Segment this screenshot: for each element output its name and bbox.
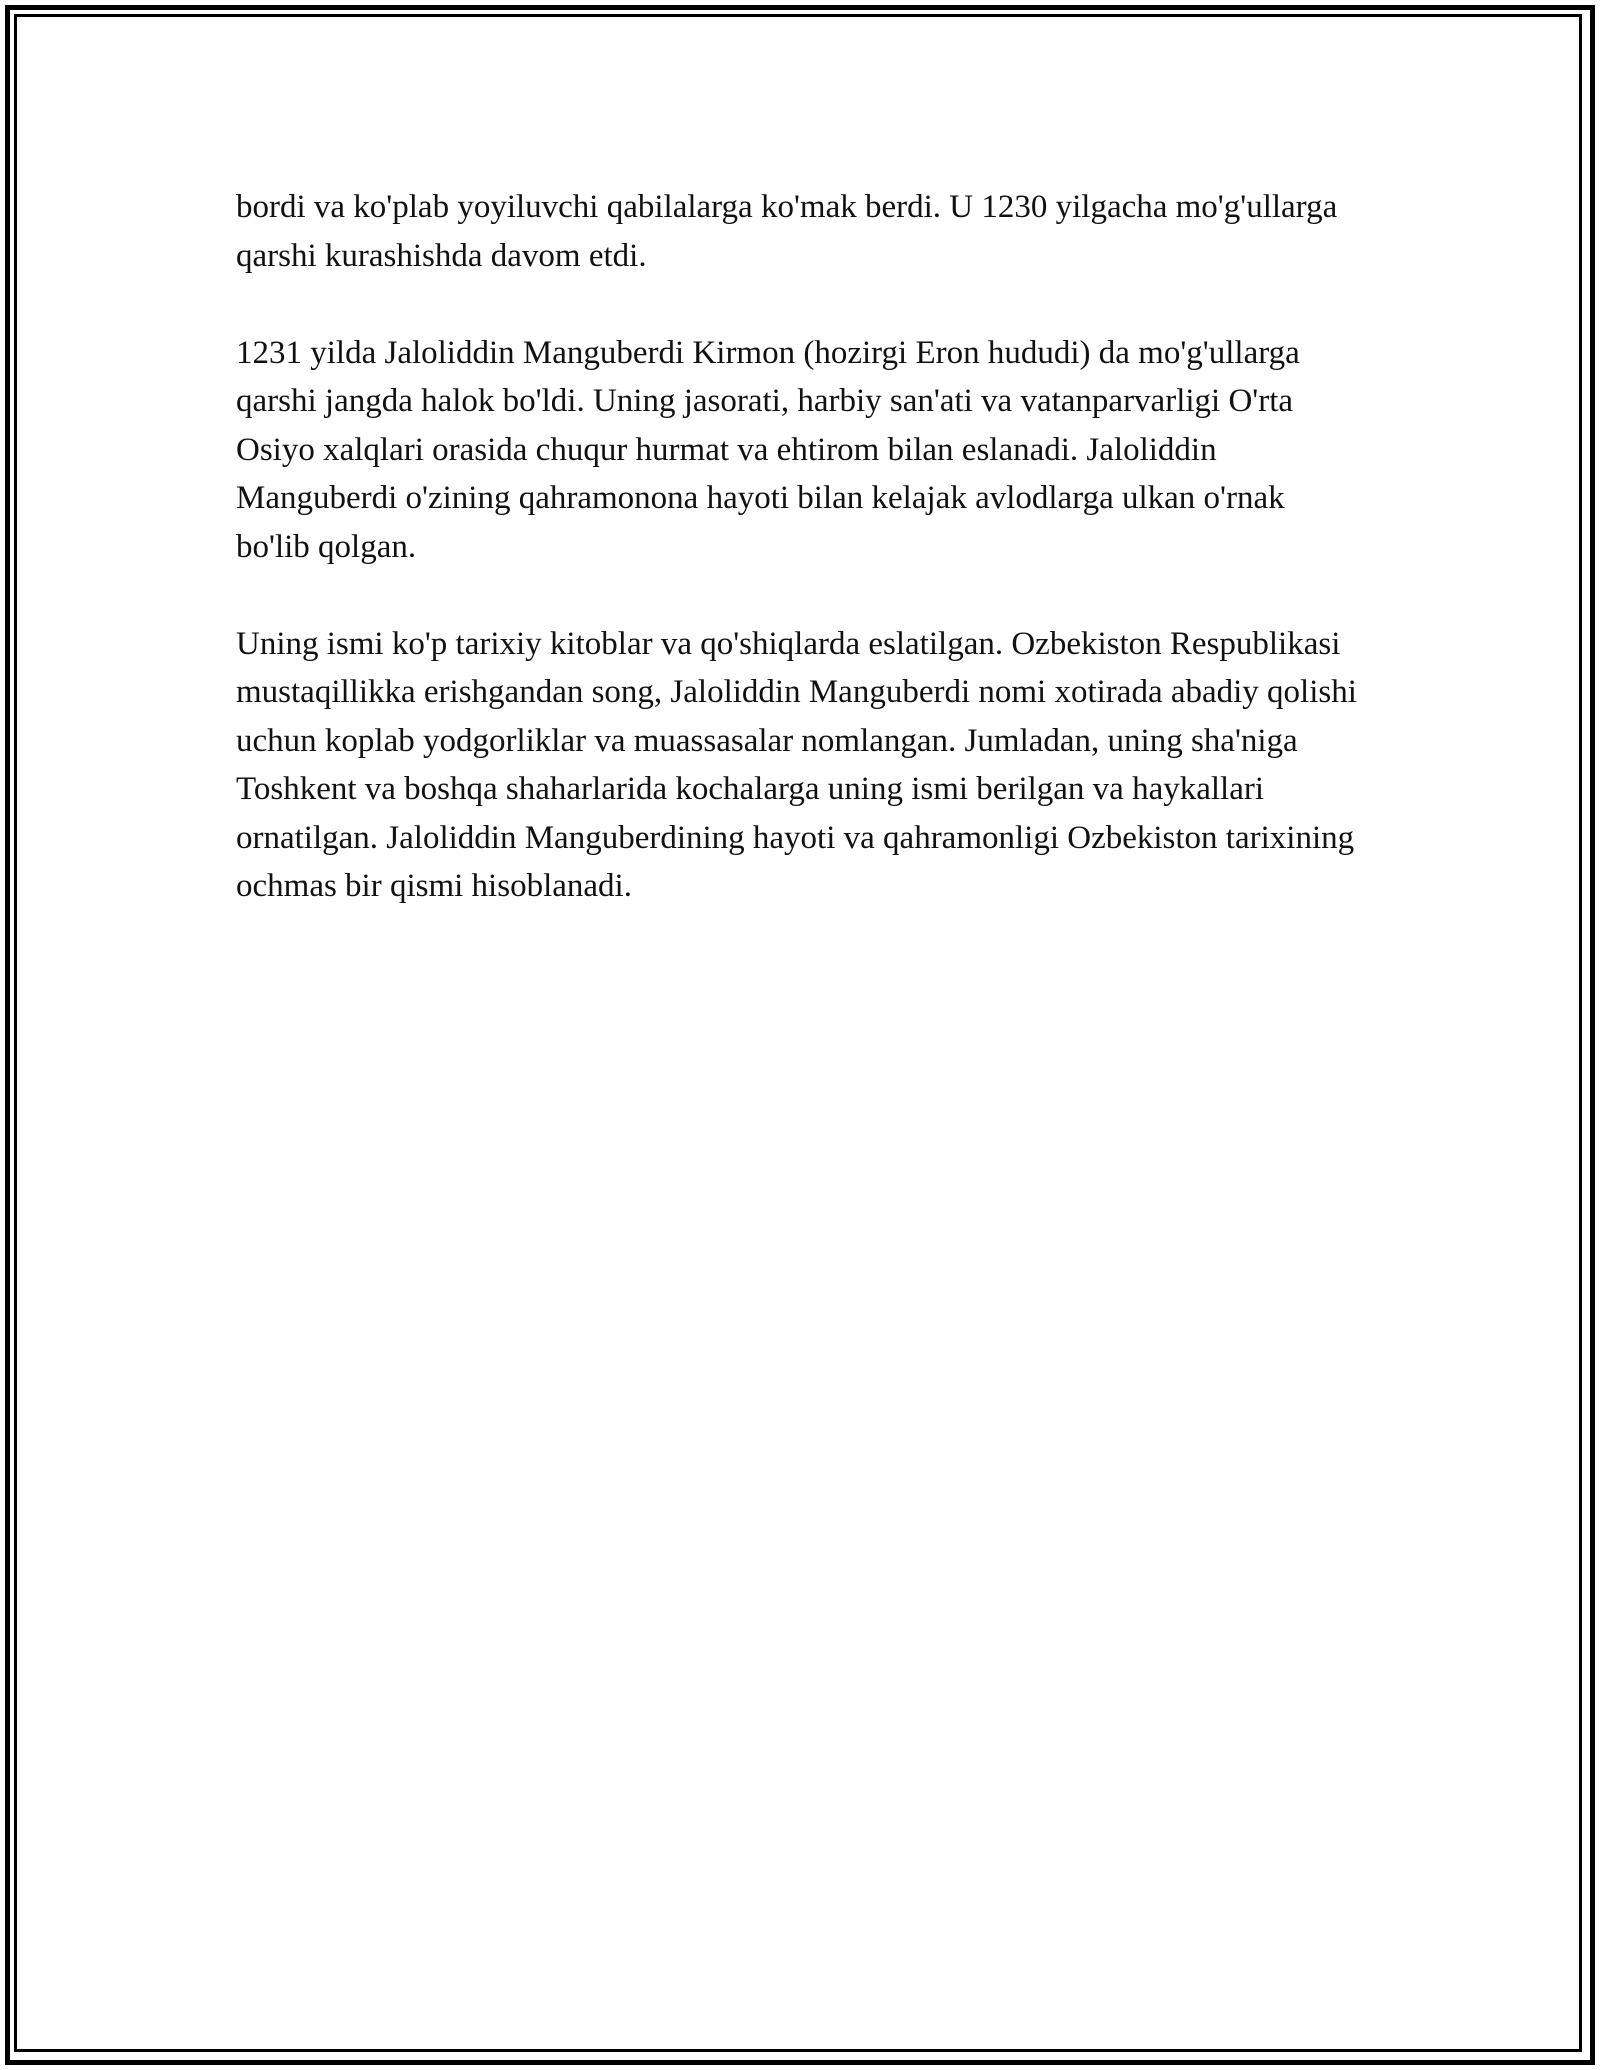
paragraph-2: 1231 yilda Jaloliddin Manguberdi Kirmon (hozirgi Eron hududi) da mo'g'ullarga qarshi jangda halok bo'ldi. Uning jasorati, harbiy san'ati va vatanparvarligi O'rta Osiyo xalqlari orasida chuqur hurmat va ehtirom bilan eslanadi. Jaloliddin Manguberdi o'zining qahramonona hayoti bilan kelajak avlodlarga ulkan o'rnak bo'lib qolgan. bbox=[236, 334, 1300, 565]
document-body bbox=[236, 183, 1366, 959]
paragraph-1: bordi va ko'plab yoyiluvchi qabilalarga ko'mak berdi. U 1230 yilgacha mo'g'ullarga qarshi kurashishda davom etdi. bbox=[236, 189, 1338, 274]
paragraph-3: Uning ismi ko'p tarixiy kitoblar va qo'shiqlarda eslatilgan. Ozbekiston Respublikasi mustaqillikka erishgandan song, Jaloliddin Manguberdi nomi xotirada abadiy qolishi uchun koplab yodgorliklar va muassasalar nomlangan. Jumladan, uning sha'niga Toshkent va boshqa shaharlarida kochalarga uning ismi berilgan va haykallari ornatilgan. Jaloliddin Manguberdining hayoti va qahramonligi Ozbekiston tarixining ochmas bir qismi hisoblanadi. bbox=[236, 625, 1357, 904]
